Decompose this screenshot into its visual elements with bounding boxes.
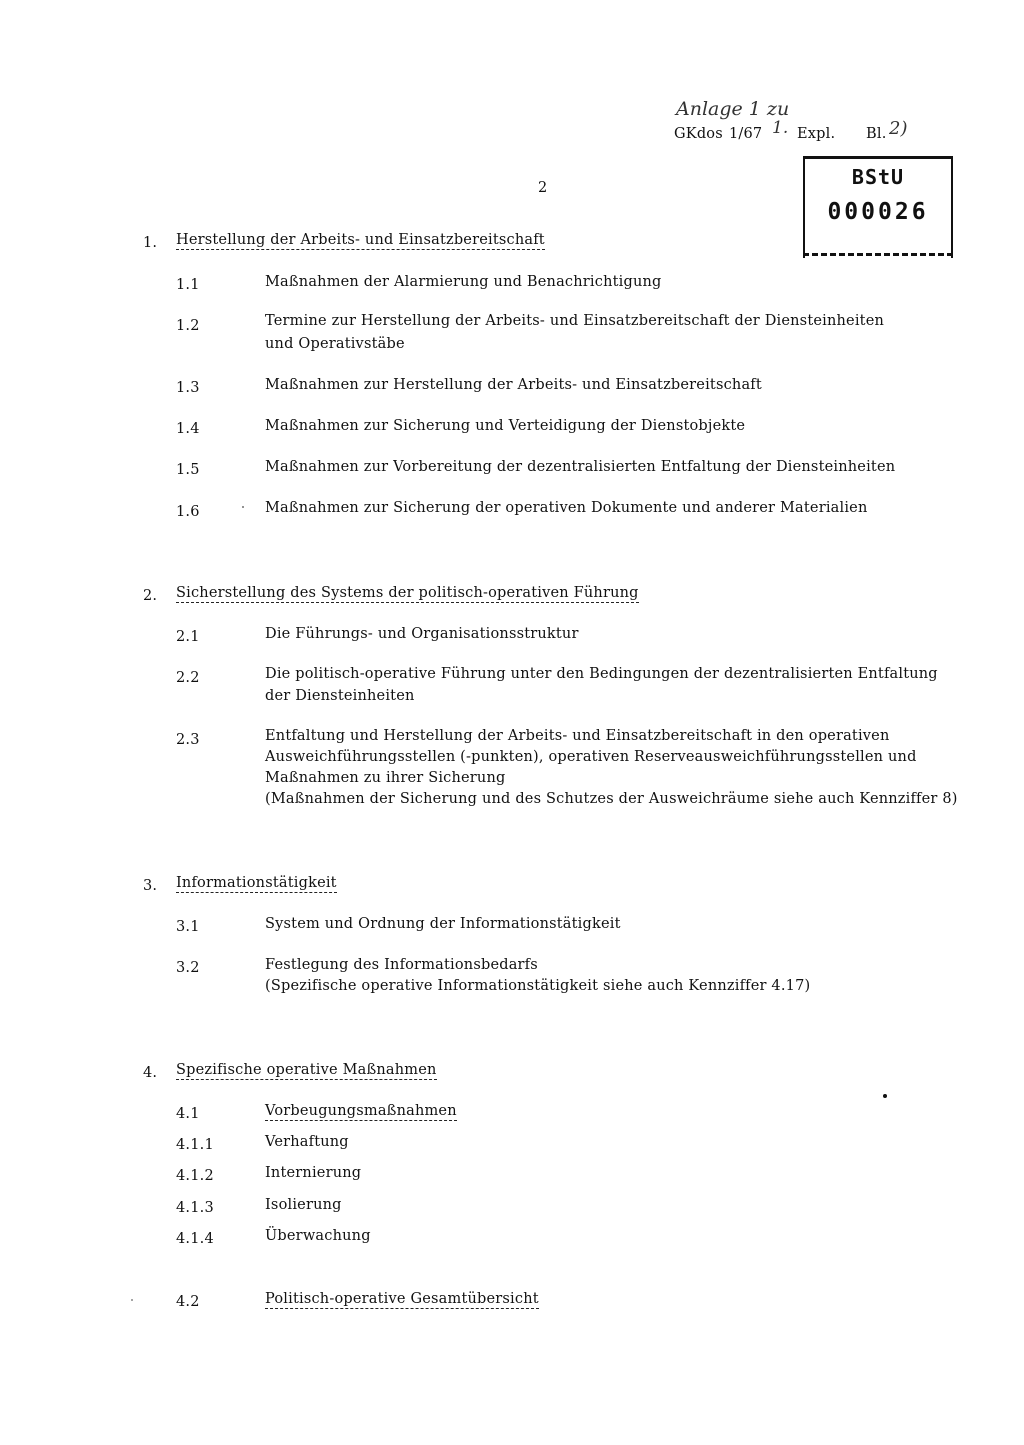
item-text: Ausweichführungsstellen (-punkten), operativen Reserveausweichführungsstellen und <box>265 749 917 765</box>
item-text: Überwachung <box>265 1228 371 1244</box>
item-number: 4.1.3 <box>176 1200 214 1216</box>
stamp-number: 000026 <box>827 199 929 225</box>
item-text: System und Ordnung der Informationstätigkeit <box>265 916 621 932</box>
item-number: 2.3 <box>176 732 200 748</box>
item-number: 1.6 <box>176 504 200 520</box>
item-text: Isolierung <box>265 1197 342 1213</box>
section-number: 2. <box>143 588 158 604</box>
item-number: 2.2 <box>176 670 200 686</box>
item-text: Maßnahmen zur Vorbereitung der dezentralisierten Entfaltung der Diensteinheiten <box>265 459 896 475</box>
item-text: Die Führungs- und Organisationsstruktur <box>265 626 579 642</box>
item-number: 4.1.2 <box>176 1168 214 1184</box>
item-text: Termine zur Herstellung der Arbeits- und Einsatzbereitschaft der Diensteinheiten <box>265 313 885 329</box>
item-number: 1.2 <box>176 318 200 334</box>
section-title: Informationstätigkeit <box>176 875 337 891</box>
subsection-title: Vorbeugungsmaßnahmen <box>265 1103 457 1119</box>
reference-prefix: GKdos <box>674 126 723 142</box>
item-number: 2.1 <box>176 629 200 645</box>
item-number: 4.1.1 <box>176 1137 214 1153</box>
item-text: Maßnahmen zur Herstellung der Arbeits- und Einsatzbereitschaft <box>265 377 762 393</box>
stamp-label: BStU <box>851 165 905 189</box>
item-text: Festlegung des Informationsbedarfs <box>265 957 538 973</box>
item-number: 4.1 <box>176 1106 200 1122</box>
section-title: Sicherstellung des Systems der politisch-operativen Führung <box>176 585 639 601</box>
sheet-handwritten: 2) <box>889 118 908 139</box>
handwritten-annotation: Anlage 1 zu <box>676 98 790 120</box>
item-text: Entfaltung und Herstellung der Arbeits- und Einsatzbereitschaft in den operativen <box>265 728 890 744</box>
item-number: 3.1 <box>176 919 200 935</box>
item-text: Internierung <box>265 1165 362 1181</box>
section-title: Herstellung der Arbeits- und Einsatzbereitschaft <box>176 232 545 248</box>
section-number: 3. <box>143 878 158 894</box>
archive-stamp <box>803 156 953 258</box>
item-text: Die politisch-operative Führung unter den Bedingungen der dezentralisierten Entfaltung <box>265 666 938 682</box>
section-number: 4. <box>143 1065 158 1081</box>
item-text: und Operativstäbe <box>265 336 405 352</box>
item-text: Maßnahmen zur Sicherung der operativen Dokumente und anderer Materialien <box>265 500 868 516</box>
item-text: Maßnahmen der Alarmierung und Benachrichtigung <box>265 274 662 290</box>
item-text: (Maßnahmen der Sicherung und des Schutzes der Ausweichräume siehe auch Kennziffer 8) <box>265 791 958 807</box>
scan-speck <box>131 1299 133 1301</box>
item-text: (Spezifische operative Informationstätigkeit siehe auch Kennziffer 4.17) <box>265 978 811 994</box>
copy-handwritten: 1. <box>772 118 789 138</box>
copy-label: Expl. <box>797 126 836 142</box>
section-title: Spezifische operative Maßnahmen <box>176 1062 437 1078</box>
scan-speck <box>883 1094 887 1098</box>
item-text: Maßnahmen zu ihrer Sicherung <box>265 770 506 786</box>
item-number: 1.3 <box>176 380 200 396</box>
item-number: 3.2 <box>176 960 200 976</box>
reference-number: 1/67 <box>729 126 763 142</box>
item-text: der Diensteinheiten <box>265 688 415 704</box>
section-number: 1. <box>143 235 158 251</box>
item-number: 1.4 <box>176 421 200 437</box>
item-number: 4.1.4 <box>176 1231 214 1247</box>
sheet-label: Bl. <box>866 126 887 142</box>
item-number: 1.5 <box>176 462 200 478</box>
item-text: Maßnahmen zur Sicherung und Verteidigung der Dienstobjekte <box>265 418 746 434</box>
scan-speck <box>242 506 244 508</box>
item-text: Verhaftung <box>265 1134 349 1150</box>
subsection-title: Politisch-operative Gesamtübersicht <box>265 1291 539 1307</box>
item-number: 1.1 <box>176 277 200 293</box>
item-number: 4.2 <box>176 1294 200 1310</box>
page-number: 2 <box>538 180 548 196</box>
stamp-dashed-edge <box>803 253 953 256</box>
